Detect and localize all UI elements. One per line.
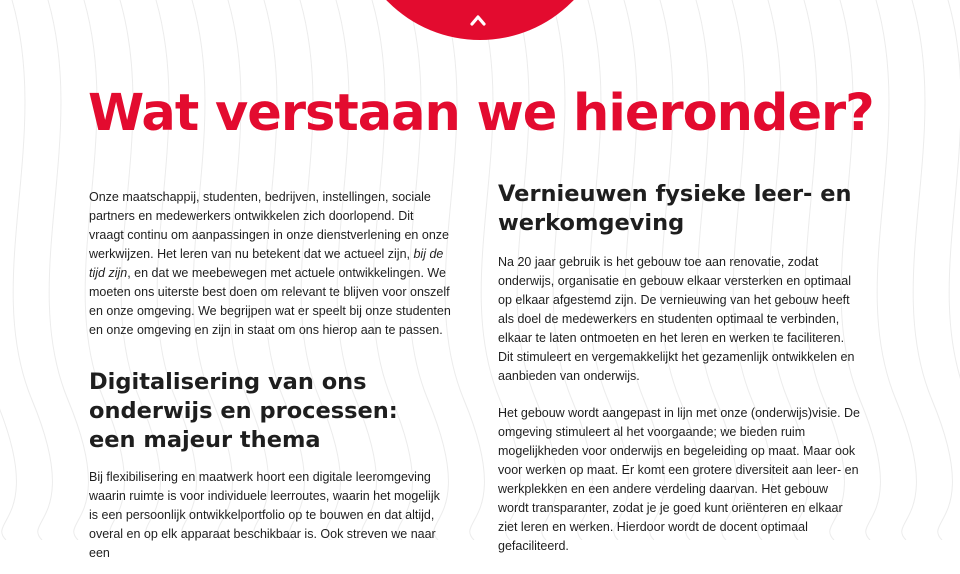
intro-paragraph: Onze maatschappij, studenten, bedrijven, instellingen, sociale partners en medewerkers ontwikkelen zich doorlopend. Dit vraagt continu om aanpassingen in onze dienstverlening en onze werkwijzen. Het leren van nu betekent dat we actueel zijn, bij de tijd zijn, en dat we meebewegen met actuele ontwikkelingen. We moeten ons uiterste best doen om relevant te blijven voor onszelf en onze omgeving. We begrijpen wat er speelt bij onze studenten en onze omgeving en zijn in staat om ons hierop aan te passen. — [89, 190, 451, 337]
background-line — [48, 0, 88, 540]
leeromgeving-paragraph-1: Na 20 jaar gebruik is het gebouw toe aan renovatie, zodat onderwijs, organisatie en gebouw elkaar versterken en optimaal op elkaar afgestemd zijn. De vernieuwing van het gebouw heeft als doel de medewerkers en studenten optimaal te verbinden, elkaar te laten ontmoeten en het leren en werken te faciliteren. Dit stimuleert en vergemakkelijkt het gezamenlijk ontwikkelen en aanbieden van onderwijs. — [498, 255, 855, 383]
section-heading-digitalisering: Digitalisering van ons onderwijs en processen: een majeur thema — [89, 369, 398, 453]
digitalisering-paragraph: Bij flexibilisering en maatwerk hoort een digitale leeromgeving waarin ruimte is voor individuele leerroutes, waarin het mogelijk is een persoonlijk ontwikkelportfolio op te bouwen en dat altijd, overal en op elk apparaat beschikbaar is. Ook streven we naar een — [89, 470, 440, 560]
chevron-up-icon — [470, 14, 486, 26]
background-line — [876, 0, 916, 540]
left-column — [89, 188, 451, 573]
right-column — [498, 180, 860, 574]
leeromgeving-paragraph-2: Het gebouw wordt aangepast in lijn met onze (onderwijs)visie. De omgeving stimuleert al het voorgaande; we bieden ruim mogelijkheden voor onderwijs en begeleiding op maat. Maar ook voor werken op maat. Er komt een grotere diversiteit aan leer- en werkplekken en een andere verdeling daarvan. Het gebouw wordt transparanter, zodat je je goed kunt oriënteren en elkaar ziet leren en werken. Hierdoor wordt de docent optimaal gefaciliteerd. — [498, 406, 860, 553]
emphasis-text: bij de tijd zijn — [89, 247, 444, 280]
page-title: Wat verstaan we hieronder? — [88, 84, 874, 143]
section-heading-leeromgeving: Vernieuwen fysieke leer- en werkomgeving — [498, 181, 852, 236]
background-line — [912, 0, 952, 540]
background-line — [948, 0, 960, 540]
scroll-up-button[interactable] — [466, 10, 490, 30]
background-line — [12, 0, 52, 540]
